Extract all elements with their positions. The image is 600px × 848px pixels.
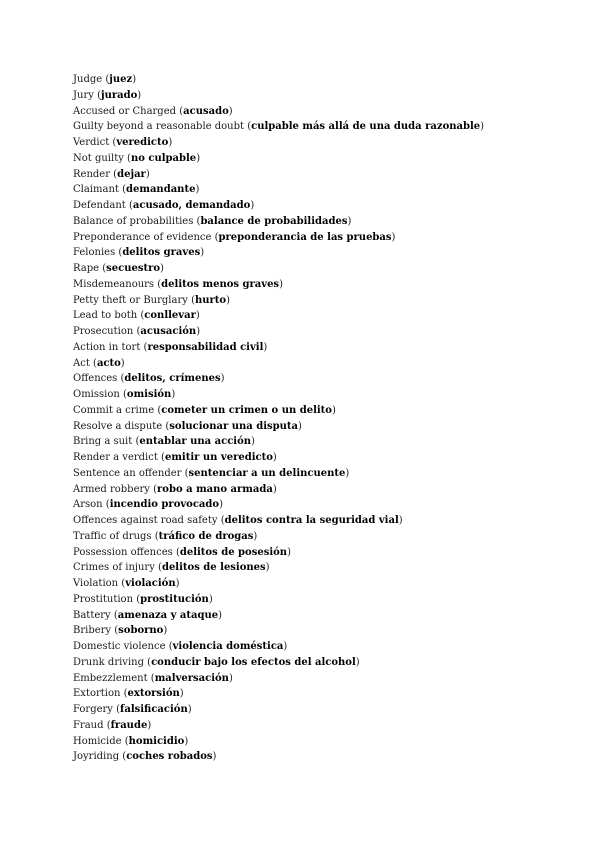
glossary-entry: Violation (violación) xyxy=(73,578,180,589)
spanish-translation: violencia doméstica xyxy=(172,641,284,652)
english-term: Bribery xyxy=(73,625,112,637)
glossary-entry: Render a verdict (emitir un veredicto) xyxy=(73,452,277,463)
english-term: Act xyxy=(73,357,90,369)
english-term: Forgery xyxy=(73,704,113,715)
english-term: Rape xyxy=(73,263,100,274)
spanish-translation: acto xyxy=(96,357,121,369)
english-term: Omission xyxy=(73,389,120,400)
glossary-entry: Joyriding (coches robados) xyxy=(73,751,217,763)
glossary-entry: Action in tort (responsabilidad civil) xyxy=(73,341,268,353)
english-term: Commit a crime xyxy=(73,404,155,416)
spanish-translation: acusado xyxy=(183,105,229,117)
glossary-entry: Possession offences (delitos de posesión) xyxy=(73,546,291,558)
english-term: Offences xyxy=(73,373,118,385)
spanish-translation: sentenciar a un delincuente xyxy=(188,467,346,479)
english-term: Homicide xyxy=(73,735,122,747)
spanish-translation: delitos, crímenes xyxy=(124,373,221,385)
glossary-entry: Arson (incendio provocado) xyxy=(73,499,223,511)
spanish-translation: prostitución xyxy=(140,593,209,605)
english-term: Verdict xyxy=(73,137,110,148)
english-term: Jury xyxy=(73,89,94,101)
glossary-entry: Rape (secuestro) xyxy=(73,263,164,274)
spanish-translation: cometer un crimen o un delito xyxy=(161,404,332,416)
spanish-translation: homicidio xyxy=(128,735,185,747)
glossary-entry: Battery (amenaza y ataque) xyxy=(73,609,223,621)
spanish-translation: veredicto xyxy=(116,137,169,148)
glossary-entry: Bring a suit (entablar una acción) xyxy=(73,436,255,448)
glossary-entry: Prosecution (acusación) xyxy=(73,326,201,337)
english-term: Prosecution xyxy=(73,326,134,337)
spanish-translation: soborno xyxy=(118,625,164,637)
glossary-entry: Sentence an offender (sentenciar a un delincuente) xyxy=(73,467,350,479)
english-term: Embezzlement xyxy=(73,672,148,684)
english-term: Domestic violence xyxy=(73,641,166,652)
english-term: Extortion xyxy=(73,688,121,700)
english-term: Bring a suit xyxy=(73,436,133,448)
spanish-translation: violación xyxy=(125,578,176,589)
english-term: Judge xyxy=(73,74,103,85)
spanish-translation: falsificación xyxy=(120,704,188,715)
english-term: Crimes of injury xyxy=(73,562,155,574)
glossary-entry: Not guilty (no culpable) xyxy=(73,152,201,164)
english-term: Accused or Charged xyxy=(73,105,177,117)
glossary-entry: Felonies (delitos graves) xyxy=(73,247,205,259)
english-term: Defendant xyxy=(73,200,126,211)
glossary-entry: Commit a crime (cometer un crimen o un delito) xyxy=(73,404,336,416)
spanish-translation: juez xyxy=(109,74,133,85)
english-term: Claimant xyxy=(73,184,119,196)
spanish-translation: incendio provocado xyxy=(109,499,220,511)
english-term: Arson xyxy=(73,499,103,511)
glossary-entry: Act (acto) xyxy=(73,357,125,369)
glossary-entry: Misdemeanours (delitos menos graves) xyxy=(73,278,283,290)
glossary-entry: Render (dejar) xyxy=(73,168,150,180)
spanish-translation: hurto xyxy=(194,294,227,306)
spanish-translation: conllevar xyxy=(144,310,196,322)
glossary-entry: Lead to both (conllevar) xyxy=(73,310,200,322)
spanish-translation: omisión xyxy=(126,389,172,400)
english-term: Preponderance of evidence xyxy=(73,231,212,243)
glossary-entry: Claimant (demandante) xyxy=(73,184,200,196)
glossary-entry: Fraud (fraude) xyxy=(73,719,152,731)
english-term: Not guilty xyxy=(73,152,124,164)
spanish-translation: entablar una acción xyxy=(139,436,252,448)
english-term: Petty theft or Burglary xyxy=(73,294,188,306)
spanish-translation: delitos menos graves xyxy=(161,278,280,290)
glossary-entry: Bribery (soborno) xyxy=(73,625,168,637)
english-term: Armed robbery xyxy=(73,483,150,495)
glossary-entry: Embezzlement (malversación) xyxy=(73,672,233,684)
spanish-translation: preponderancia de las pruebas xyxy=(218,231,392,243)
english-term: Drunk driving xyxy=(73,656,144,668)
glossary-entry: Verdict (veredicto) xyxy=(73,137,173,148)
spanish-translation: dejar xyxy=(117,168,146,180)
english-term: Possession offences xyxy=(73,546,173,558)
legal-glossary-list xyxy=(73,72,484,765)
english-term: Sentence an offender xyxy=(73,467,182,479)
spanish-translation: secuestro xyxy=(106,263,161,274)
glossary-entry: Crimes of injury (delitos de lesiones) xyxy=(73,562,270,574)
spanish-translation: responsabilidad civil xyxy=(147,341,264,353)
english-term: Resolve a dispute xyxy=(73,420,163,432)
english-term: Traffic of drugs xyxy=(73,530,152,542)
spanish-translation: demandante xyxy=(126,184,196,196)
english-term: Felonies xyxy=(73,247,116,259)
glossary-entry: Offences (delitos, crímenes) xyxy=(73,373,225,385)
spanish-translation: acusado, demandado xyxy=(132,200,251,211)
glossary-entry: Extortion (extorsión) xyxy=(73,688,184,700)
spanish-translation: culpable más allá de una duda razonable xyxy=(251,121,481,133)
spanish-translation: malversación xyxy=(154,672,229,684)
english-term: Misdemeanours xyxy=(73,278,155,290)
english-term: Offences against road safety xyxy=(73,515,218,526)
spanish-translation: jurado xyxy=(100,89,138,101)
spanish-translation: balance de probabilidades xyxy=(200,215,348,227)
glossary-entry: Defendant (acusado, demandado) xyxy=(73,200,255,211)
english-term: Balance of probabilities xyxy=(73,215,194,227)
spanish-translation: delitos de posesión xyxy=(179,546,288,558)
english-term: Prostitution xyxy=(73,593,134,605)
english-term: Render xyxy=(73,168,110,180)
glossary-entry: Drunk driving (conducir bajo los efectos del alcohol) xyxy=(73,656,360,668)
english-term: Fraud xyxy=(73,719,104,731)
spanish-translation: coches robados xyxy=(126,751,213,763)
spanish-translation: conducir bajo los efectos del alcohol xyxy=(151,656,356,668)
glossary-entry: Omission (omisión) xyxy=(73,389,176,400)
glossary-entry: Preponderance of evidence (preponderancia de las pruebas) xyxy=(73,231,396,243)
english-term: Violation xyxy=(73,578,119,589)
glossary-entry: Balance of probabilities (balance de probabilidades) xyxy=(73,215,352,227)
spanish-translation: solucionar una disputa xyxy=(169,420,299,432)
glossary-entry: Homicide (homicidio) xyxy=(73,735,189,747)
glossary-entry: Petty theft or Burglary (hurto) xyxy=(73,294,230,306)
glossary-entry: Jury (jurado) xyxy=(73,89,142,101)
spanish-translation: delitos contra la seguridad vial xyxy=(224,515,399,526)
glossary-entry: Guilty beyond a reasonable doubt (culpable más allá de una duda razonable) xyxy=(73,121,485,133)
spanish-translation: delitos graves xyxy=(122,247,201,259)
glossary-entry: Domestic violence (violencia doméstica) xyxy=(73,641,288,652)
spanish-translation: acusación xyxy=(140,326,197,337)
english-term: Guilty beyond a reasonable doubt xyxy=(73,121,245,133)
english-term: Action in tort xyxy=(73,341,141,353)
glossary-entry: Armed robbery (robo a mano armada) xyxy=(73,483,277,495)
english-term: Battery xyxy=(73,609,111,621)
glossary-entry: Traffic of drugs (tráfico de drogas) xyxy=(73,530,258,542)
spanish-translation: robo a mano armada xyxy=(157,483,273,495)
glossary-entry: Forgery (falsificación) xyxy=(73,704,192,715)
english-term: Render a verdict xyxy=(73,452,158,463)
english-term: Lead to both xyxy=(73,310,138,322)
spanish-translation: delitos de lesiones xyxy=(161,562,266,574)
glossary-entry: Resolve a dispute (solucionar una disputa) xyxy=(73,420,302,432)
glossary-entry: Offences against road safety (delitos contra la seguridad vial) xyxy=(73,515,403,526)
spanish-translation: emitir un veredicto xyxy=(164,452,273,463)
glossary-entry: Prostitution (prostitución) xyxy=(73,593,213,605)
spanish-translation: no culpable xyxy=(130,152,197,164)
glossary-entry: Judge (juez) xyxy=(73,74,137,85)
spanish-translation: extorsión xyxy=(127,688,180,700)
spanish-translation: fraude xyxy=(110,719,148,731)
spanish-translation: amenaza y ataque xyxy=(117,609,219,621)
spanish-translation: tráfico de drogas xyxy=(158,530,254,542)
glossary-entry: Accused or Charged (acusado) xyxy=(73,105,233,117)
english-term: Joyriding xyxy=(73,751,120,763)
